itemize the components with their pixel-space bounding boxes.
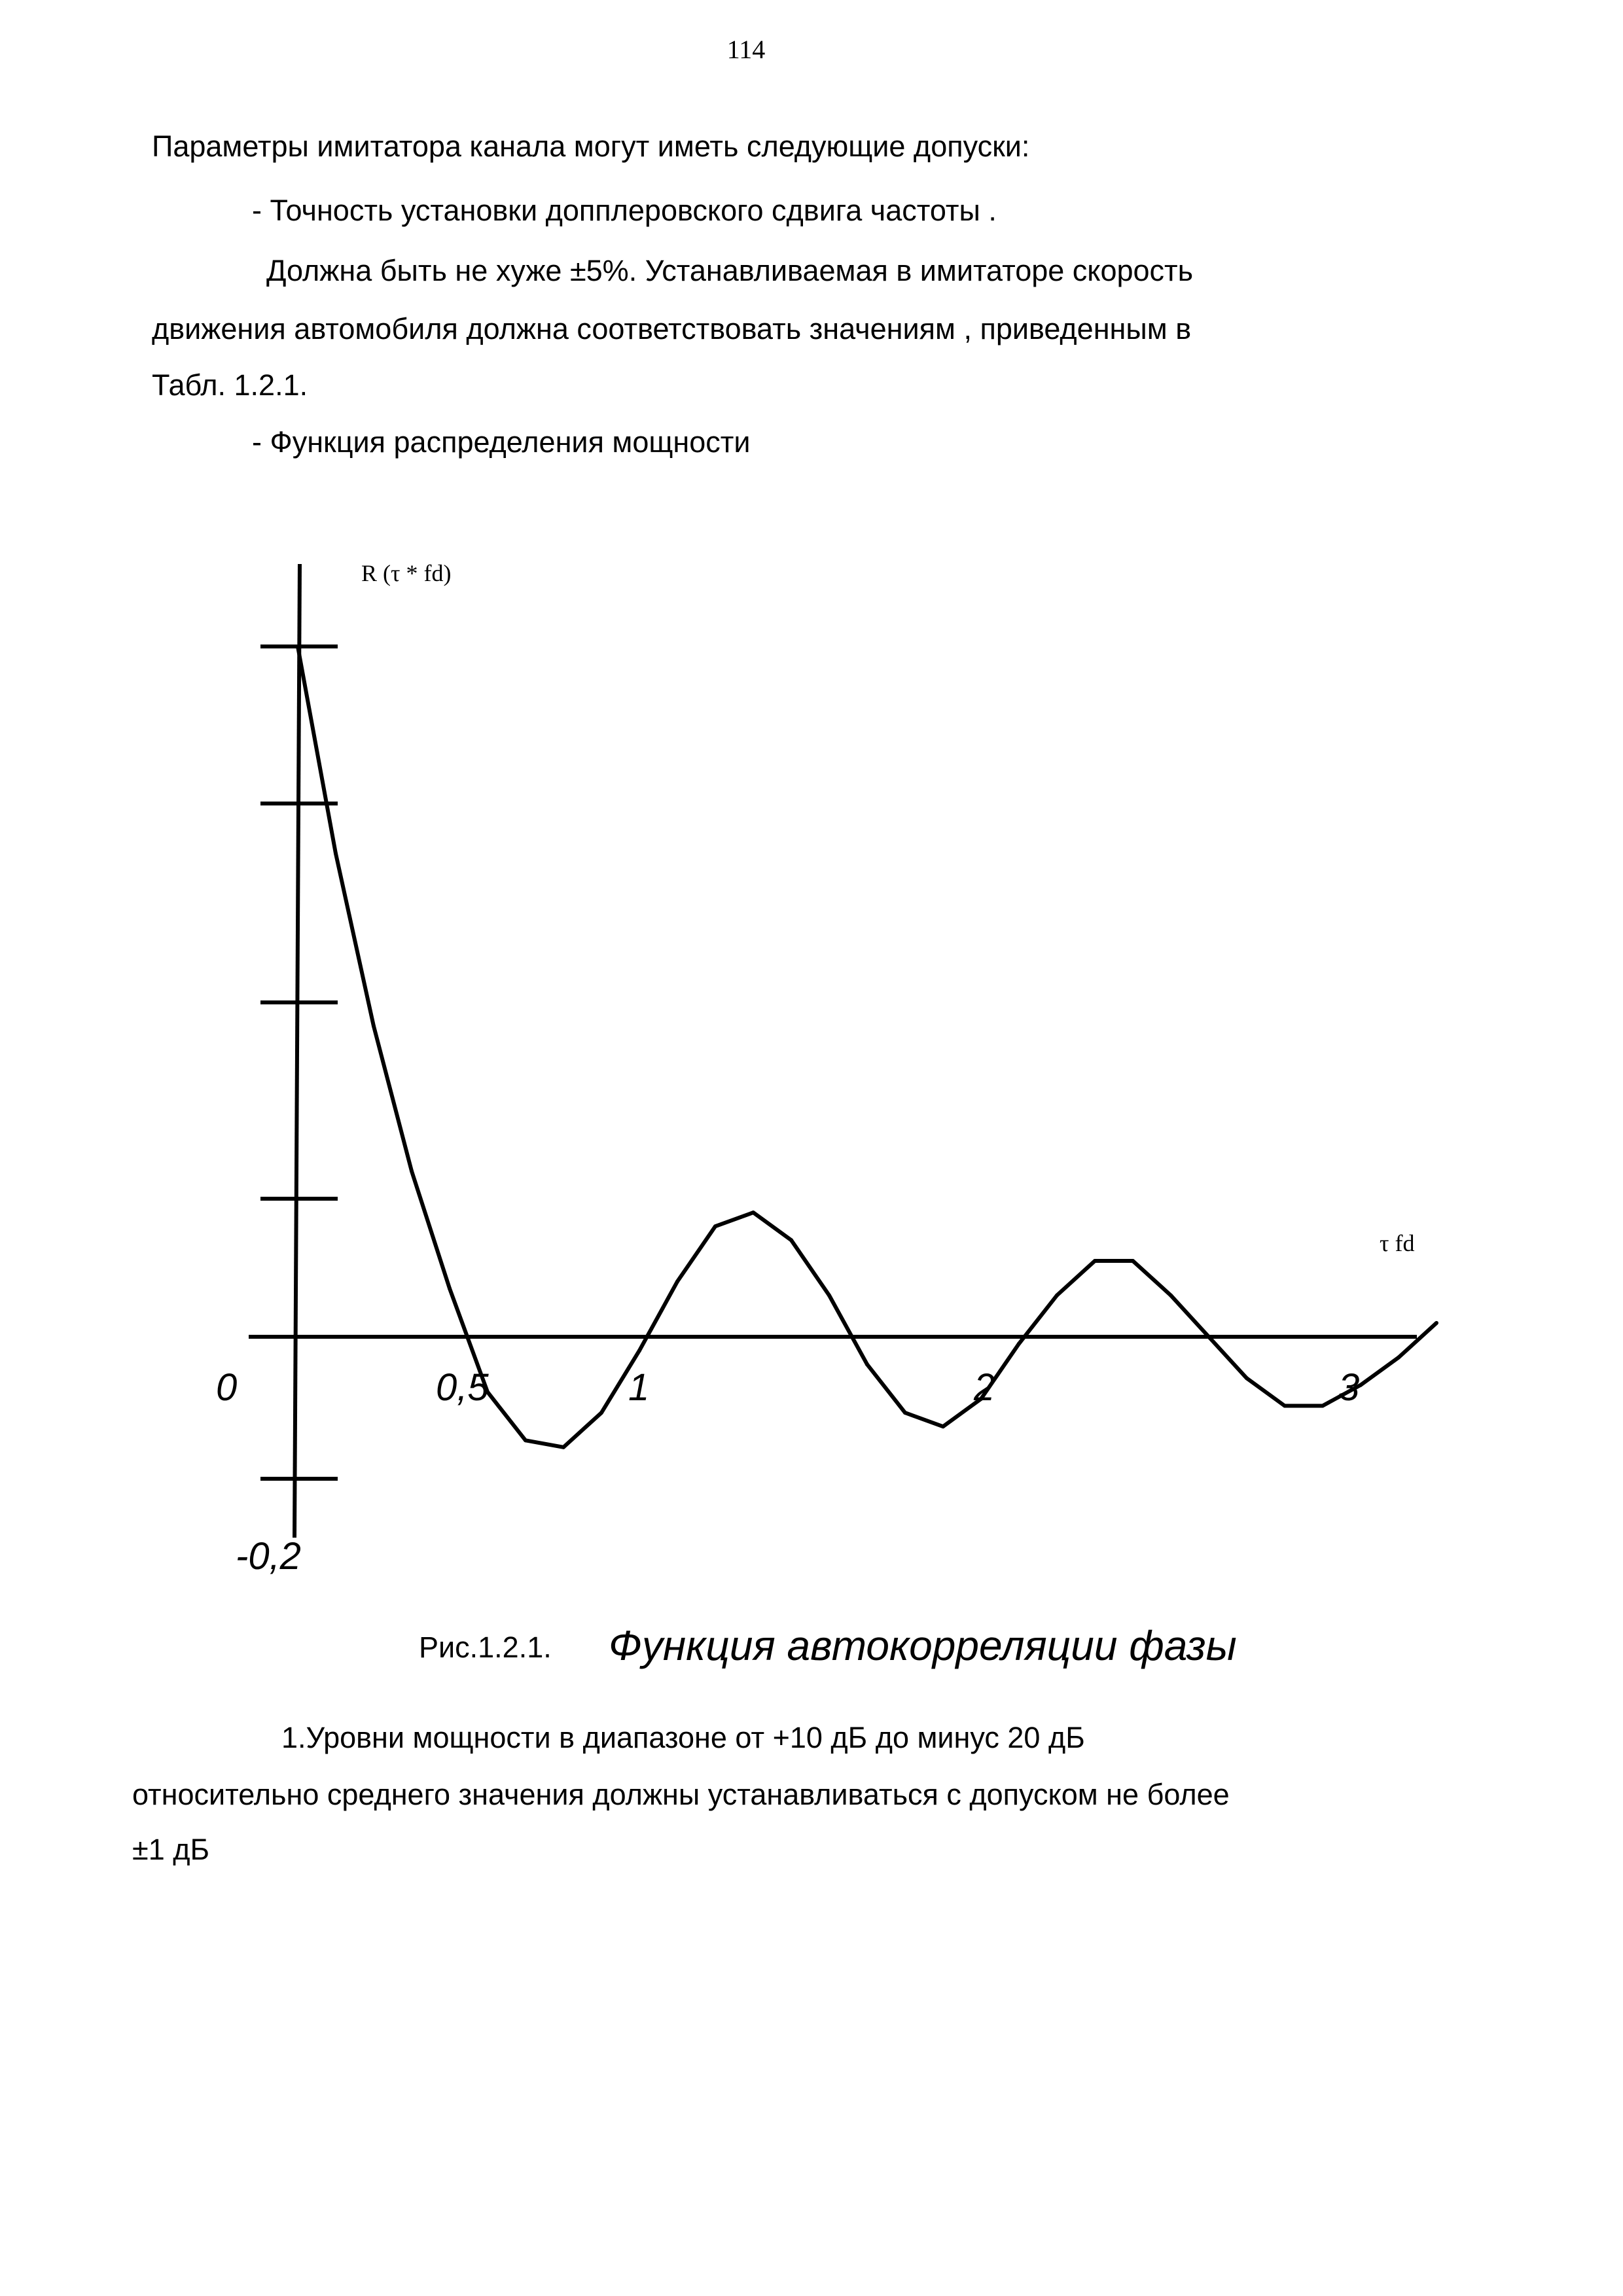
figure-caption-title: Функция автокорреляции фазы [609, 1622, 1237, 1669]
curve-point [524, 1438, 527, 1442]
curve-point [410, 1169, 414, 1173]
intro-line: Параметры имитатора канала могут иметь следующие допуски: [152, 130, 1030, 163]
x-tick-label: 0,5 [436, 1366, 489, 1409]
closing-line-3: ±1 дБ [132, 1833, 210, 1866]
chart-labels [216, 560, 1414, 1578]
page-number: 114 [726, 35, 766, 64]
curve-point [1321, 1404, 1325, 1408]
doppler-text-line-2: движения автомобиля должна соответствовать значениям , приведенным в [152, 312, 1192, 345]
curve-point [296, 645, 300, 648]
curve-point [1017, 1342, 1021, 1346]
y-axis-line [294, 564, 300, 1538]
x-tick-label: 3 [1338, 1366, 1360, 1409]
closing-line-2: относительно среднего значения должны устанавливаться с допуском не более [132, 1778, 1230, 1811]
curve-point [751, 1210, 755, 1214]
curve-point [713, 1224, 717, 1228]
doppler-accuracy-item: - Точность установки допплеровского сдвига частоты . [252, 194, 997, 227]
x-tick-label: 0 [216, 1366, 238, 1409]
x-tick-label: 1 [628, 1366, 650, 1409]
curve-point [789, 1238, 793, 1242]
curve-point [675, 1280, 679, 1284]
curve-point [1093, 1259, 1097, 1263]
curve-point [865, 1362, 869, 1366]
curve-point [334, 852, 338, 856]
autocorrelation-curve [298, 646, 1436, 1447]
curve-point [1131, 1259, 1135, 1263]
power-distribution-item: - Функция распределения мощности [252, 425, 751, 459]
doppler-text-line-3: Табл. 1.2.1. [152, 368, 308, 402]
curve-point [827, 1294, 831, 1298]
closing-line-1: 1.Уровни мощности в диапазоне от +10 дБ до минус 20 дБ [281, 1721, 1085, 1754]
curve-point [1207, 1335, 1211, 1339]
y-axis-label: R (τ * fd) [361, 560, 452, 586]
y-tick-label: -0,2 [236, 1535, 301, 1578]
curve-point [372, 1024, 376, 1028]
curve-point [1397, 1356, 1400, 1360]
curve-point [941, 1424, 945, 1428]
curve-point [903, 1411, 907, 1415]
curve-point [1055, 1294, 1059, 1298]
curve-point [637, 1349, 641, 1352]
curve-point [1169, 1294, 1173, 1298]
curve-point [599, 1411, 603, 1415]
figure-caption-prefix: Рис.1.2.1. [419, 1631, 552, 1664]
chart-axes [249, 564, 1417, 1538]
doppler-text-line-1: Должна быть не хуже ±5%. Устанавливаемая в имитаторе скорость [266, 254, 1194, 287]
curve-point [562, 1445, 565, 1449]
x-axis-label: τ fd [1380, 1230, 1415, 1256]
chart-marks [296, 645, 1438, 1449]
curve-point [1283, 1404, 1287, 1408]
x-tick-label: 2 [974, 1366, 995, 1409]
curve-point [1435, 1321, 1438, 1325]
curve-point [1245, 1376, 1249, 1380]
curve-point [448, 1286, 452, 1290]
